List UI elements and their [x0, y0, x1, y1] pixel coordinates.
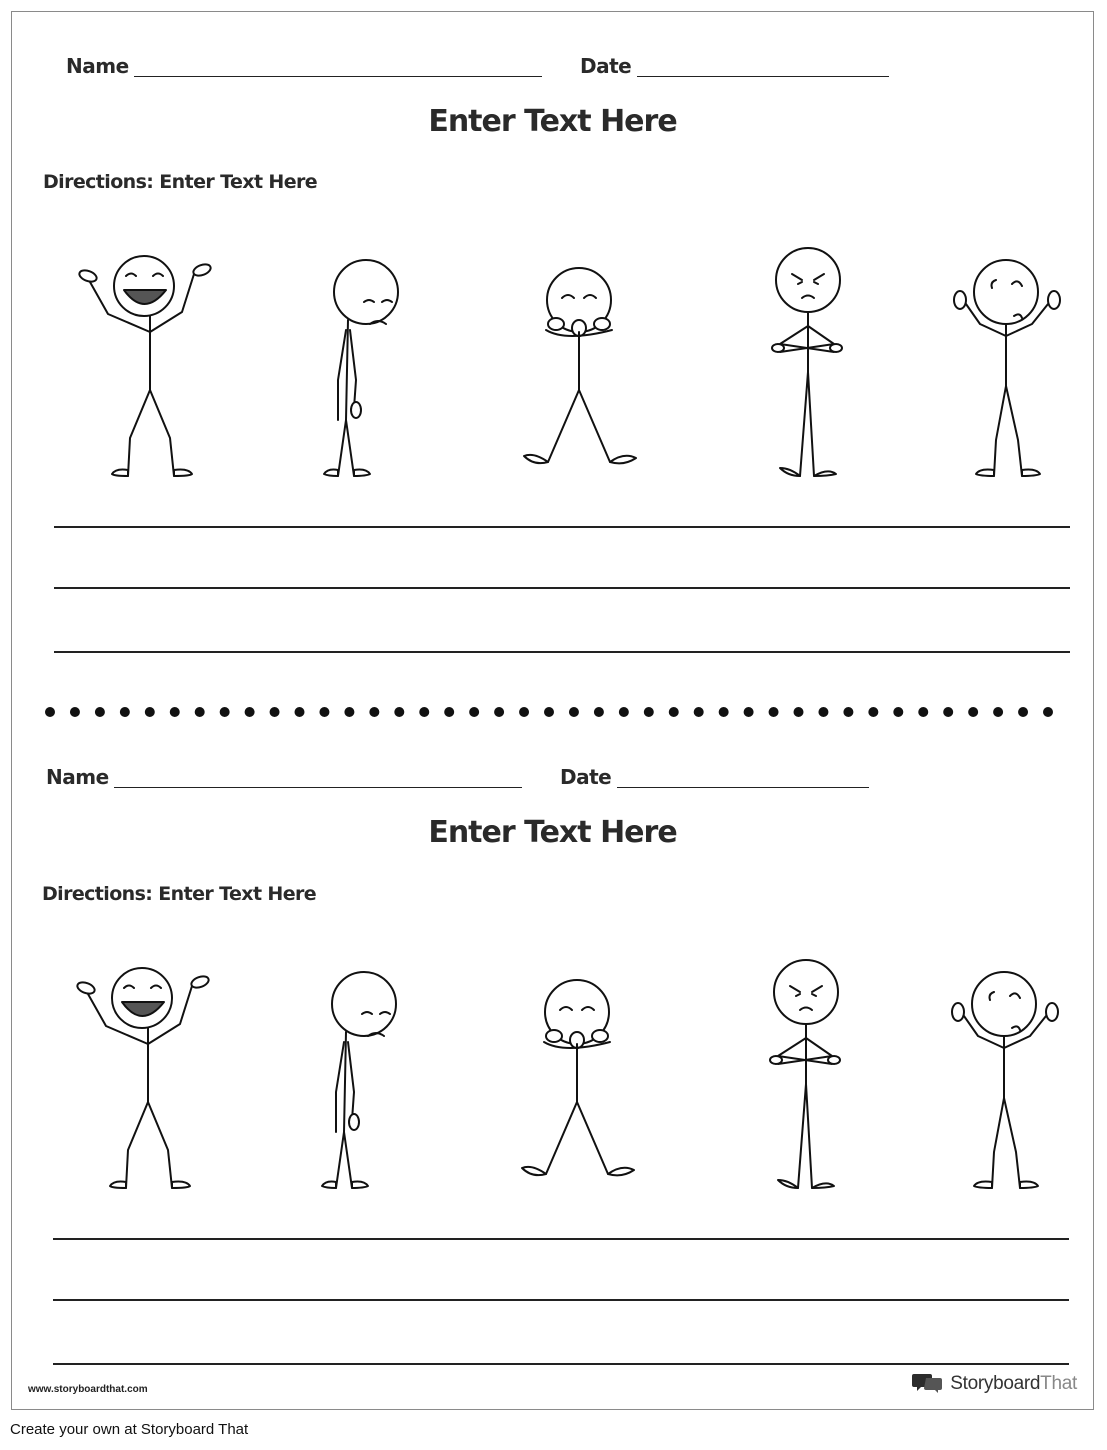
cut-dot	[195, 707, 205, 717]
worksheet-section-top	[12, 12, 1093, 702]
worksheet-title: Enter Text Here	[428, 815, 677, 850]
date-label: Date	[560, 765, 612, 789]
cut-dot	[45, 707, 55, 717]
cut-dot	[968, 707, 978, 717]
sad-stick-figure-icon	[292, 952, 432, 1192]
cut-dot	[719, 707, 729, 717]
scared-stick-figure-icon	[512, 240, 652, 480]
cut-dot	[469, 707, 479, 717]
date-line	[617, 787, 869, 788]
cut-dot	[943, 707, 953, 717]
angry-stick-figure-icon	[738, 240, 878, 480]
writing-line	[54, 526, 1070, 528]
cut-dot	[170, 707, 180, 717]
cut-dot	[594, 707, 604, 717]
cut-dot	[918, 707, 928, 717]
name-label: Name	[66, 54, 129, 78]
brand-name-bold: Storyboard	[950, 1373, 1041, 1394]
cut-dot	[145, 707, 155, 717]
cut-dot	[544, 707, 554, 717]
storyboardthat-logo	[912, 1371, 1077, 1397]
cut-dot	[519, 707, 529, 717]
cut-dot	[1018, 707, 1028, 717]
brand-name-light: That	[1040, 1373, 1077, 1394]
date-line	[637, 76, 889, 77]
cut-dot	[694, 707, 704, 717]
cut-dot	[669, 707, 679, 717]
name-label: Name	[46, 765, 109, 789]
cut-dot	[569, 707, 579, 717]
cut-dot	[419, 707, 429, 717]
speech-bubbles-icon	[912, 1370, 944, 1399]
cut-dot	[769, 707, 779, 717]
cut-dot	[70, 707, 80, 717]
sad-stick-figure-icon	[294, 240, 434, 480]
cut-dot	[319, 707, 329, 717]
cut-dot	[893, 707, 903, 717]
cut-dot	[794, 707, 804, 717]
dotted-cut-line	[44, 704, 1054, 720]
cut-dot	[344, 707, 354, 717]
page-caption: Create your own at Storyboard That	[10, 1421, 249, 1438]
name-line	[134, 76, 542, 77]
cut-dot	[369, 707, 379, 717]
cut-dot	[818, 707, 828, 717]
cut-dot	[744, 707, 754, 717]
cut-dot	[295, 707, 305, 717]
directions-text: Directions: Enter Text Here	[43, 171, 318, 193]
cut-dot	[270, 707, 280, 717]
cut-dot	[394, 707, 404, 717]
cut-dot	[843, 707, 853, 717]
cut-dot	[220, 707, 230, 717]
cut-dot	[644, 707, 654, 717]
scared-stick-figure-icon	[510, 952, 650, 1192]
happy-stick-figure-icon	[78, 240, 218, 480]
date-label: Date	[580, 54, 632, 78]
cut-dot	[245, 707, 255, 717]
worksheet-section-bottom	[12, 723, 1093, 1413]
brand-name	[950, 1373, 1077, 1395]
cut-dot	[95, 707, 105, 717]
angry-stick-figure-icon	[736, 952, 876, 1192]
cut-dot	[993, 707, 1003, 717]
directions-text: Directions: Enter Text Here	[42, 883, 317, 905]
name-line	[114, 787, 522, 788]
worksheet-title: Enter Text Here	[428, 104, 677, 139]
cut-dot	[120, 707, 130, 717]
cut-dot	[1043, 707, 1053, 717]
writing-line	[53, 1299, 1069, 1301]
cut-dot	[444, 707, 454, 717]
writing-line	[53, 1363, 1069, 1365]
cut-dot	[619, 707, 629, 717]
writing-line	[54, 587, 1070, 589]
writing-line	[54, 651, 1070, 653]
worksheet-page	[11, 11, 1094, 1410]
happy-stick-figure-icon	[76, 952, 216, 1192]
cut-dot	[868, 707, 878, 717]
confused-stick-figure-icon	[940, 240, 1080, 480]
footer-url: www.storyboardthat.com	[28, 1384, 148, 1395]
writing-line	[53, 1238, 1069, 1240]
confused-stick-figure-icon	[938, 952, 1078, 1192]
cut-dot	[494, 707, 504, 717]
